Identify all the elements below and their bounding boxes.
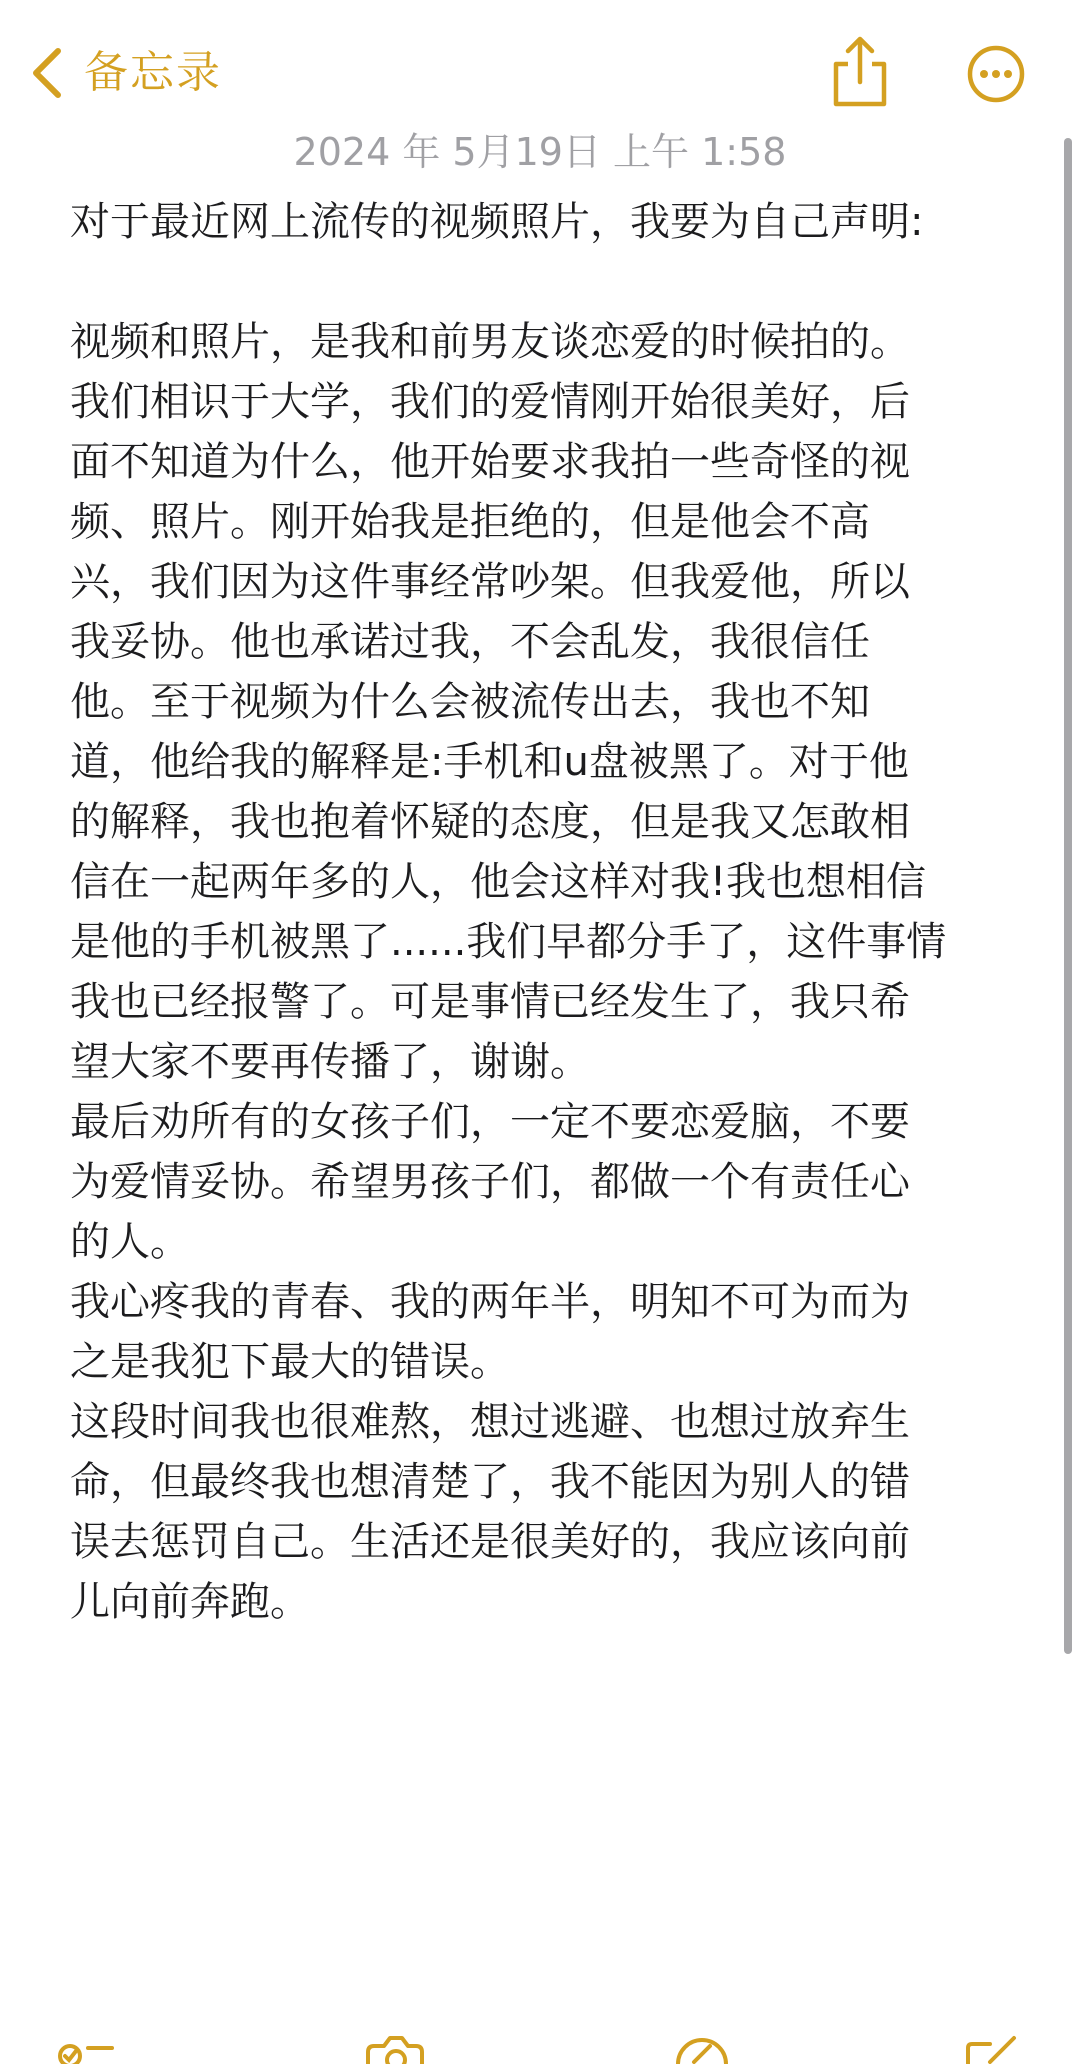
note-line: 面不知道为什么，他开始要求我拍一些奇怪的视 (70, 439, 910, 485)
more-icon (966, 44, 1026, 104)
note-line: 为爱情妥协。希望男孩子们，都做一个有责任心 (70, 1159, 910, 1205)
bottom-toolbar (0, 2030, 1080, 2064)
note-line: 最后劝所有的女孩子们，一定不要恋爱脑，不要 (70, 1099, 910, 1145)
checklist-icon[interactable] (56, 2034, 116, 2064)
note-line: 频、照片。刚开始我是拒绝的，但是他会不高 (70, 499, 870, 545)
note-line: 兴，我们因为这件事经常吵架。但我爱他，所以 (70, 559, 910, 605)
more-button[interactable] (966, 44, 1026, 104)
back-button-label: 备忘录 (84, 47, 222, 98)
compose-icon[interactable] (960, 2034, 1024, 2064)
note-line: 我们相识于大学，我们的爱情刚开始很美好，后 (70, 379, 910, 425)
camera-icon[interactable] (360, 2034, 430, 2064)
note-date: 2024 年 5月19日 上午 1:58 (293, 130, 787, 174)
note-line: 命，但最终我也想清楚了，我不能因为别人的错 (70, 1459, 910, 1505)
share-button[interactable] (828, 34, 892, 110)
note-line: 之是我犯下最大的错误。 (70, 1339, 510, 1385)
note-line: 我妥协。他也承诺过我，不会乱发，我很信任 (70, 619, 870, 665)
note-line: 我心疼我的青春、我的两年半，明知不可为而为 (70, 1279, 910, 1325)
markup-icon[interactable] (672, 2034, 732, 2064)
note-line: 信在一起两年多的人，他会这样对我!我也想相信 (70, 859, 927, 905)
note-line (70, 252, 1020, 312)
chevron-left-icon (28, 45, 68, 101)
note-line: 的人。 (70, 1219, 190, 1265)
note-line: 的解释，我也抱着怀疑的态度，但是我又怎敢相 (70, 799, 910, 845)
back-button[interactable] (28, 38, 222, 108)
note-line: 道，他给我的解释是:手机和u盘被黑了。对于他 (70, 739, 909, 785)
note-body[interactable] (70, 192, 1020, 1632)
note-line: 对于最近网上流传的视频照片，我要为自己声明: (70, 199, 924, 245)
note-line: 这段时间我也很难熬，想过逃避、也想过放弃生 (70, 1399, 910, 1445)
note-line: 他。至于视频为什么会被流传出去，我也不知 (70, 679, 870, 725)
note-line: 我也已经报警了。可是事情已经发生了，我只希 (70, 979, 910, 1025)
note-line: 是他的手机被黑了......我们早都分手了，这件事情 (70, 919, 947, 965)
share-icon (828, 34, 892, 110)
note-line: 望大家不要再传播了，谢谢。 (70, 1039, 590, 1085)
note-line: 视频和照片，是我和前男友谈恋爱的时候拍的。 (70, 319, 910, 365)
scroll-indicator[interactable] (1064, 138, 1072, 1654)
note-line: 儿向前奔跑。 (70, 1579, 310, 1625)
note-line: 误去惩罚自己。生活还是很美好的，我应该向前 (70, 1519, 910, 1565)
